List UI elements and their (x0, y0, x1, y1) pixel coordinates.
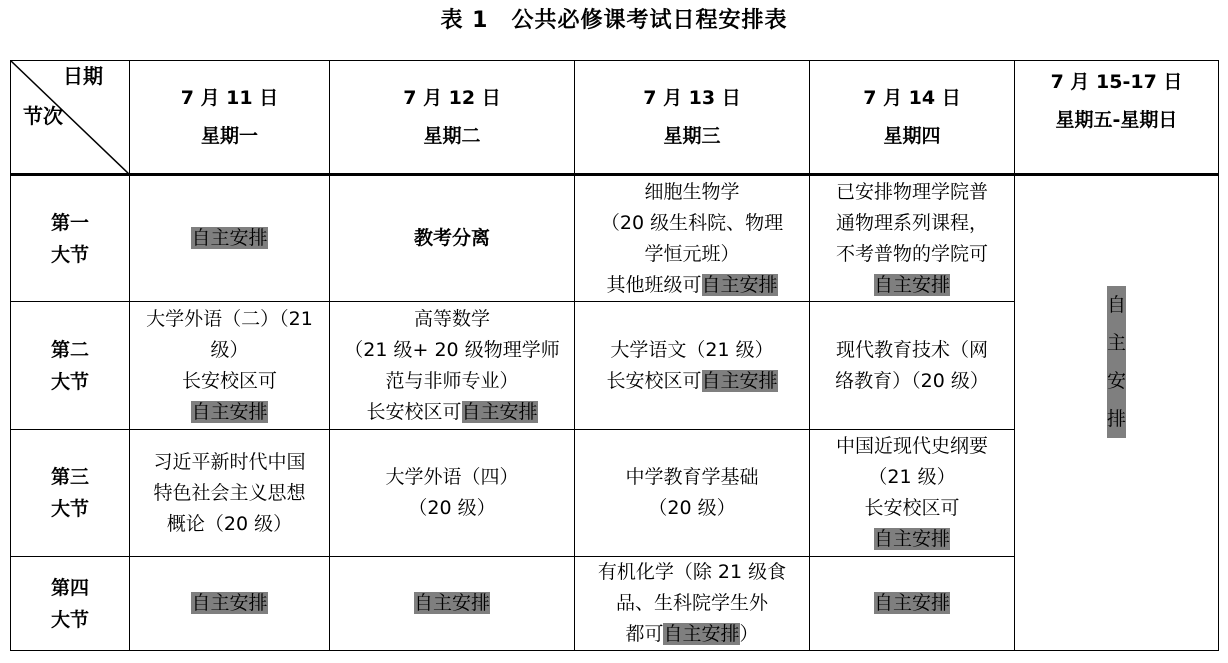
column-weekday: 星期三 (663, 125, 721, 147)
cell-line: 级） (210, 338, 249, 361)
row-header (11, 557, 130, 651)
column-header (130, 61, 330, 175)
row-label: 第一 (50, 211, 89, 234)
cell-line: 大学外语（四） (385, 466, 519, 488)
table-cell (330, 557, 575, 651)
column-date: 7 月 12 日 (403, 87, 501, 109)
column-date: 7 月 14 日 (863, 87, 961, 109)
column-weekday: 星期二 (423, 125, 481, 147)
cell-line: 长安校区可 (181, 369, 277, 392)
cell-line: 有机化学（除 21 级食 (597, 561, 787, 583)
cell-line: 特色社会主义思想 (153, 481, 306, 504)
cell-line: 概论（20 级） (166, 512, 293, 535)
cell-line: 范与非师专业） (385, 369, 519, 392)
column-weekday: 星期一 (200, 125, 258, 147)
column-header (330, 61, 575, 175)
row-label: 大节 (50, 243, 89, 266)
cell-line (810, 524, 1014, 555)
table-cell (810, 430, 1015, 557)
table-cell (575, 430, 810, 557)
cell-line: 络教育）（20 级） (835, 369, 989, 392)
cell-line: 已安排物理学院普 (835, 180, 988, 203)
table-cell (810, 302, 1015, 430)
cell-text: 其他班级可 (606, 273, 702, 296)
table-cell (810, 175, 1015, 302)
corner-date-label: 日期 (63, 64, 103, 88)
header-row (11, 61, 1219, 175)
highlight-text: 主 (1107, 324, 1126, 362)
corner-cell (11, 61, 130, 175)
cell-line: 学恒元班） (644, 242, 740, 265)
table-cell (575, 175, 810, 302)
cell-line (810, 270, 1014, 301)
cell-line (575, 619, 809, 650)
table-cell (130, 302, 330, 430)
cell-line: 不考普物的学院可 (835, 242, 988, 265)
highlight-text: 自主安排 (413, 592, 490, 614)
cell-line: 大学语文（21 级） (610, 338, 774, 361)
cell-line: 高等数学 (413, 307, 490, 330)
cell-line: 大学外语（二）（21 (146, 307, 313, 330)
highlight-text: 自主安排 (191, 400, 268, 423)
row-label: 大节 (50, 608, 89, 631)
highlight-text: 自主安排 (701, 273, 778, 296)
highlight-text: 自主安排 (461, 400, 538, 423)
highlight-text: 自主安排 (191, 227, 268, 249)
cell-line: （20 级） (648, 497, 736, 519)
cell-line: （20 级） (408, 497, 496, 519)
highlight-text: 排 (1107, 400, 1126, 438)
cell-line: 习近平新时代中国 (153, 450, 306, 473)
table-cell (330, 430, 575, 557)
column-weekday: 星期四 (883, 125, 941, 147)
row-label: 第三 (50, 466, 89, 488)
row-label: 第四 (50, 576, 89, 599)
table-title: 表 1 公共必修课考试日程安排表 (440, 8, 788, 33)
cell-text: 都可 (625, 623, 664, 645)
cell-text: 教考分离 (413, 227, 490, 249)
cell-text: ） (739, 623, 759, 645)
cell-line: 现代教育技术（网 (835, 338, 988, 361)
column-weekday: 星期五-星期日 (1055, 109, 1178, 131)
table-cell (330, 175, 575, 302)
table-cell (130, 557, 330, 651)
cell-line: （21 级+ 20 级物理学师 (344, 338, 560, 361)
cell-line (575, 366, 809, 397)
cell-line (575, 270, 809, 301)
cell-line: （20 级生科院、物理 (600, 211, 784, 234)
table-cell (130, 430, 330, 557)
vertical-text (1015, 286, 1218, 438)
table-cell (575, 302, 810, 430)
row-label: 第二 (50, 338, 89, 361)
highlight-text: 安 (1107, 362, 1126, 400)
corner-period-label: 节次 (23, 104, 63, 128)
highlight-text: 自主安排 (873, 592, 950, 614)
cell-line: 通物理系列课程， (835, 211, 988, 234)
column-header (810, 61, 1015, 175)
column-header (1015, 61, 1219, 175)
highlight-text: 自主安排 (873, 273, 950, 296)
column-date: 7 月 15-17 日 (1050, 71, 1183, 93)
cell-text: 长安校区可 (366, 400, 462, 423)
exam-schedule-table (10, 60, 1219, 651)
cell-line (330, 397, 574, 428)
column-date: 7 月 13 日 (643, 87, 741, 109)
highlight-text: 自主安排 (663, 623, 740, 645)
row-label: 大节 (50, 370, 89, 393)
table-cell (575, 557, 810, 651)
table-cell (130, 175, 330, 302)
row-header (11, 302, 130, 430)
row-label: 大节 (50, 498, 89, 520)
row-header (11, 175, 130, 302)
highlight-text: 自主安排 (191, 592, 268, 614)
weekend-cell (1015, 175, 1219, 651)
highlight-text: 自主安排 (873, 528, 950, 550)
column-date: 7 月 11 日 (180, 87, 279, 109)
cell-text: 长安校区可 (606, 369, 702, 392)
row-header (11, 430, 130, 557)
cell-line: 长安校区可 (864, 497, 960, 519)
highlight-text: 自主安排 (701, 369, 778, 392)
cell-line: 品、生科院学生外 (615, 592, 768, 614)
cell-line: 中国近现代史纲要 (835, 435, 988, 457)
column-header (575, 61, 810, 175)
table-row (11, 175, 1219, 302)
cell-line (130, 397, 329, 428)
cell-line: 中学教育学基础 (625, 466, 759, 488)
cell-line: 细胞生物学 (644, 180, 740, 203)
table-cell (330, 302, 575, 430)
table-cell (810, 557, 1015, 651)
cell-line: （21 级） (868, 466, 956, 488)
highlight-text: 自 (1107, 286, 1126, 324)
